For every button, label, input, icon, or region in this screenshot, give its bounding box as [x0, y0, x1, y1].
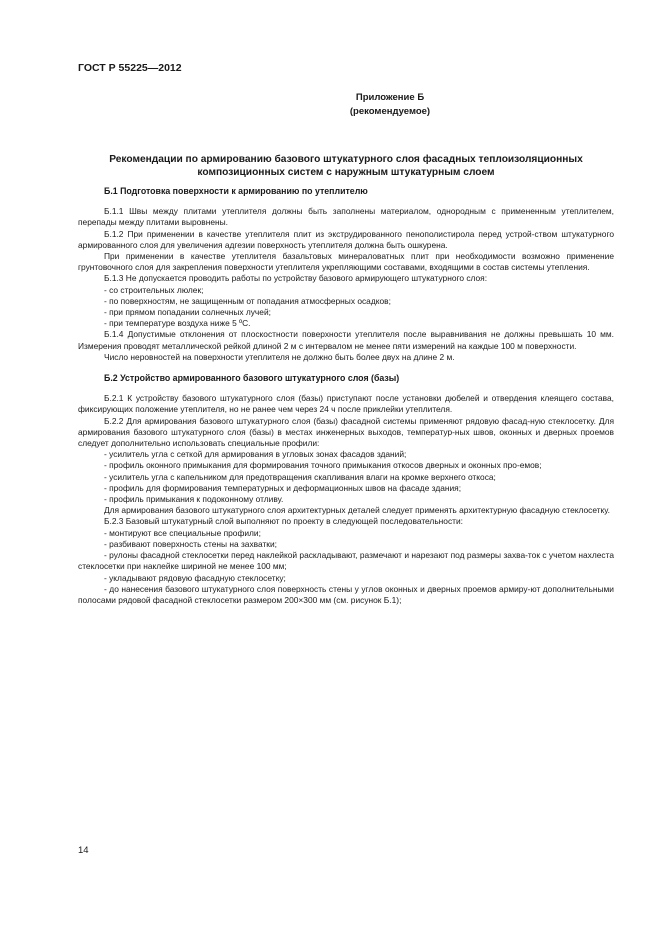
list-item: - разбивают поверхность стены на захватки; [104, 538, 277, 549]
section-heading-b2: Б.2 Устройство армированного базового штукатурного слоя (базы) [104, 373, 400, 384]
list-item: - усилитель угла с сеткой для армирования в угловых зонах фасадов зданий; [104, 449, 407, 460]
list-item: - профиль для формирования температурных и деформационных швов на фасаде здания; [104, 482, 462, 493]
paragraph-b1-3: Б.1.3 Не допускается проводить работы по устройству базового армирующего штукатурного слоя: [104, 273, 488, 284]
list-item: - профиль примыкания к подоконному отливу. [104, 494, 284, 505]
appendix-title: Рекомендации по армированию базового штукатурного слоя фасадных теплоизоляционных композиционных систем с наружным штукатурным слоем [109, 154, 583, 178]
list-item: - укладывают рядовую фасадную стеклосетку; [104, 572, 286, 583]
list-item: - со строительных люлек; [104, 284, 204, 295]
paragraph-b1-1: Б.1.1 Швы между плитами утеплителя должны быть заполнены материалом, однородным с примененным утеплителем, перепады между плитами выровнены. [78, 206, 614, 228]
paragraph-b2-2: Б.2.2 Для армирования базового штукатурного слоя (базы) фасадной системы применяют рядовую фасад-ную стеклосетку. Для армирования базового штукатурного слоя (базы) в местах инженерных выходов, температур-ных швов, оконных и дверных проемов следует дополнительно использовать специальные профили: [78, 415, 614, 449]
paragraph-b1-4: Б.1.4 Допустимые отклонения от плоскостности поверхности утеплителя после выравнивания не должны превышать 10 мм. Измерения проводят металлической рейкой длиной 2 м с интервалом не менее пяти измерений на каждые 100 м поверхности. [78, 329, 614, 351]
list-item: - при прямом попадании солнечных лучей; [104, 307, 271, 318]
list-item: - усилитель угла с капельником для предотвращения скапливания влаги на кромке верхнего откоса; [104, 471, 496, 482]
list-item: - до нанесения базового штукатурного слоя поверхность стены у углов оконных и дверных проемов армиру-ют дополнительными полосами рядовой фасадной стеклосетки размером 200×300 мм (см. рисунок Б.1); [78, 583, 614, 605]
paragraph-b2-1: Б.2.1 К устройству базового штукатурного слоя (базы) приступают после установки дюбелей и отвердения клеящего состава, фиксирующих положение утеплителя, но не ранее чем через 24 ч после приклейки утеплителя. [78, 393, 614, 415]
paragraph-b2-2-cont: Для армирования базового штукатурного слоя архитектурных деталей следует применять архитектурную фасадную стеклосетку. [104, 505, 610, 516]
appendix-status: (рекомендуемое) [349, 106, 431, 117]
document-body [78, 186, 614, 606]
list-item: - рулоны фасадной стеклосетки перед наклейкой раскладывают, размечают и нарезают под размеры захва-ток с учетом нахлеста стеклосетки при наклейке шириной не менее 100 мм; [78, 550, 614, 572]
paragraph-b1-2: Б.1.2 При применении в качестве утеплителя плит из экструдированного пенополистирола перед устрой-ством штукатурного армированного слоя для увеличения адгезии поверхность утеплителя должна быть ошкурена. [78, 228, 614, 250]
list-item: - профиль оконного примыкания для формирования точного примыкания откосов дверных и оконных про-емов; [104, 460, 542, 471]
section-heading-b1: Б.1 Подготовка поверхности к армированию по утеплителю [104, 186, 368, 196]
list-item: - монтируют все специальные профили; [104, 527, 261, 538]
document-standard-header: ГОСТ Р 55225—2012 [78, 62, 182, 74]
list-item: - при температуре воздуха ниже 5 ºС. [104, 318, 251, 329]
page-number: 14 [78, 845, 89, 856]
paragraph-b1-2-cont: При применении в качестве утеплителя базальтовых минераловатных плит при необходимости возможно применение грунтовочного слоя для закрепления поверхности утеплителя укрепляющими составами, входящими в состав системы утепления. [78, 251, 614, 273]
list-item: - по поверхностям, не защищенным от попадания атмосферных осадков; [104, 295, 391, 306]
appendix-label: Приложение Б [355, 92, 425, 103]
paragraph-b1-4-cont: Число неровностей на поверхности утеплителя не должно быть более двух на длине 2 м. [104, 351, 455, 362]
paragraph-b2-3: Б.2.3 Базовый штукатурный слой выполняют по проекту в следующей последовательности: [104, 516, 463, 527]
